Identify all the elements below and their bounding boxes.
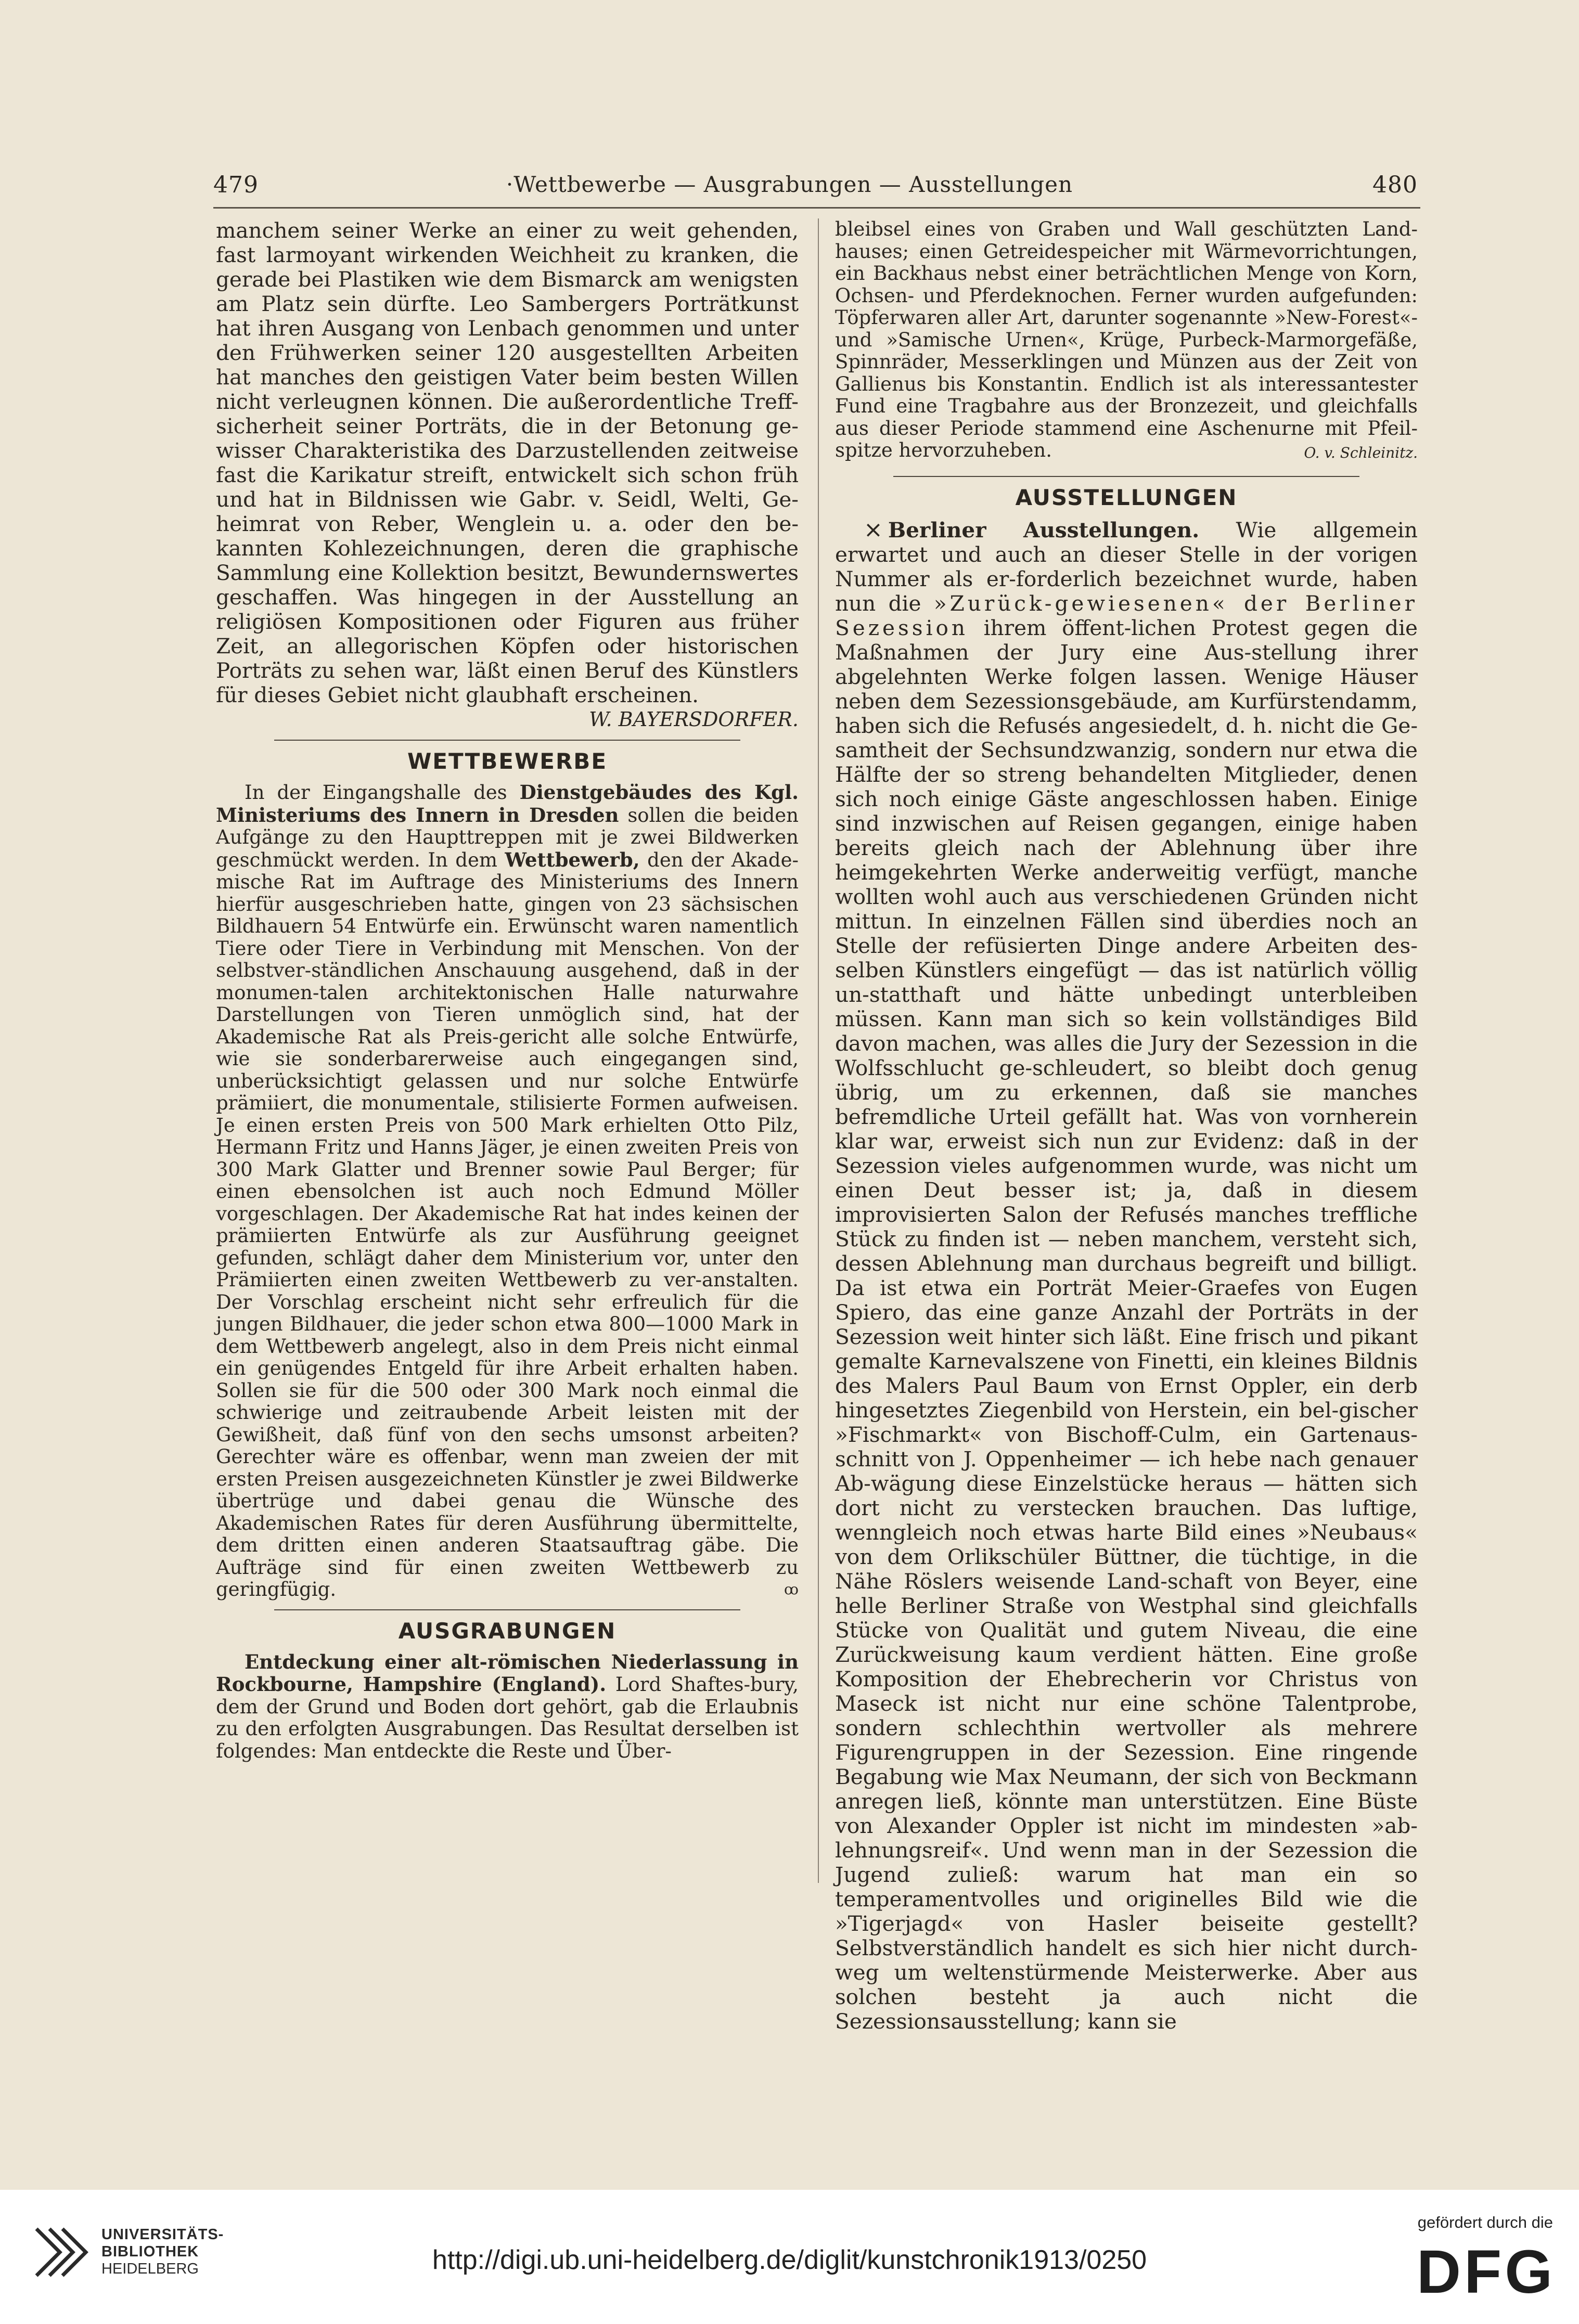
page-number-right: 480: [1372, 172, 1418, 198]
wettbewerbe-paragraph: [216, 781, 799, 1601]
wettbewerbe-bold-ministry: Dienstgebäudes des Kgl. Ministeriums des Innern in Dresden: [216, 781, 799, 827]
intro-paragraph: manchem seiner Werke an einer zu weit gehenden, fast larmoyant wirkenden Weichheit zu kranken, die gerade bei Plastiken wie dem Bismarck am wenigsten am Platz sein dürfte. Leo Sambergers Porträtkunst hat ihren Ausgang von Lenbach genommen und unter den Frühwerken seiner 120 ausgestellten Arbeiten hat manches den geistigen Vater beim besten Willen nicht verleugnen können. Die außerordentliche Treff-sicherheit seiner Porträts, die in der Betonung ge-wisser Charakteristika des Darzustellenden zeitweise fast die Karikatur streift, entwickelt sich schon früh und hat in Bildnissen wie Gabr. v. Seidl, Welti, Ge-heimrat von Reber, Wenglein u. a. oder den be-kannten Kohlezeichnungen, deren die graphische Sammlung eine Kollektion besitzt, Bewundernswertes geschaffen. Was hingegen in der Ausstellung an religiösen Kompositionen oder Figuren aus früher Zeit, an allegorischen Köpfen oder historischen Porträts zu sehen war, läßt einen Beruf des Künstlers für dieses Gebiet nicht glaubhaft erscheinen.: [216, 218, 799, 707]
wettbewerbe-mid: sollen die beiden Aufgänge zu den Haupttreppen mit je zwei Bildwerken geschmückt werden. In dem: [216, 804, 799, 871]
wettbewerbe-bold-competition: Wettbewerb,: [505, 848, 640, 871]
intro-signature: W. BAYERSDORFER.: [589, 708, 799, 731]
ausstellungen-rest: ihrem öffent-lichen Protest gegen die Maßnahmen der Jury eine Aus-stellung ihrer abgelehnten Werke folgen lassen. Wenige Häuser neben dem Sezessionsgebäude, am Kurfürstendamm, haben sich die Refusés angesiedelt, d. h. nicht die Ge-samtheit der Sechsundzwanzig, sondern nur etwa die Hälfte der so streng behandelten Mitglieder, denen sich noch einige Gäste angeschlossen haben. Einige sind inzwischen auf Reisen gegangen, einige haben bereits gleich nach der Ablehnung über ihre heimgekehrten Werke anderweitig verfügt, manche wollten wohl auch aus verschiedenen Gründen nicht mittun. In einzelnen Fällen sind überdies noch an Stelle der refüsierten Dinge andere Arbeiten des-selben Künstlers eingefügt — das ist natürlich völlig un-statthaft und hätte unbedingt unterbleiben müssen. Kann man sich so kein vollständiges Bild davon machen, was alles die Jury der Sezession in die Wolfsschlucht ge-schleudert, so bleibt doch genug übrig, um zu erkennen, daß sie manches befremdliche Urteil gefällt hat. Was von vornherein klar war, erweist sich nun zur Evidenz: daß in der Sezession vieles aufgenommen wurde, was nicht um einen Deut besser ist; ja, daß in diesem improvisierten Salon der Refusés manches treffliche Stück zu finden ist — neben manchem, versteht sich, dessen Ablehnung man durchaus begreift und billigt. Da ist etwa ein Porträt Meier-Graefes von Eugen Spiero, das eine ganze Anzahl der Porträts in der Sezession weit hinter sich läßt. Eine frisch und pikant gemalte Karnevalszene von Finetti, ein kleines Bildnis des Malers Paul Baum von Ernst Oppler, ein derb hingesetztes Ziegenbild von Herstein, ein bel-gischer »Fischmarkt« von Bischoff-Culm, ein Gartenaus-schnitt von J. Oppenheimer — ich hebe nach genauer Ab-wägung diese Einzelstücke heraus — hätten sich dort nicht zu verstecken brauchen. Das luftige, wenngleich noch etwas harte Bild eines »Neubaus« von dem Orlikschüler Büttner, die tüchtige, in die Nähe Röslers weisende Land-schaft von Beyer, eine helle Berliner Straße von Westphal sind gleichfalls Stücke von Qualität und gutem Niveau, die eine Zurückweisung kaum verdient hätten. Eine große Komposition der Ehebrecherin vor Christus von Maseck ist nicht nur eine schöne Talentprobe, sondern schlechthin wertvoller als mehrere Figurengruppen in der Sezession. Eine ringende Begabung wie Max Neumann, der sich von Beckmann anregen ließ, könnte man unterstützen. Eine Büste von Alexander Oppler ist nicht im mindesten »ab-lehnungsreif«. Und wenn man in der Sezession die Jugend zuließ: warum hat man ein so temperamentvolles und originelles Bild wie die »Tigerjagd« von Hasler beiseite gestellt? Selbstverständlich handelt es sich hier nicht durch-weg um weltenstürmende Meisterwerke. Aber aus solchen besteht ja auch nicht die Sezessionsausstellung; kann sie: [835, 615, 1418, 2034]
left-column: [216, 218, 799, 1762]
running-title: ·Wettbewerbe — Ausgrabungen — Ausstellungen: [506, 172, 1073, 197]
ausgrabungen-paragraph: [216, 1651, 799, 1763]
section-rule: [274, 740, 740, 741]
wettbewerbe-heading: WETTBEWERBE: [407, 748, 608, 774]
end-mark: ꝏ: [784, 1581, 799, 1598]
ausstellungen-heading: AUSSTELLUNGEN: [1015, 484, 1238, 510]
ausgrabungen-bold-title: Entdeckung einer alt-römischen Niederlassung in Rockbourne, Hampshire (England).: [216, 1650, 799, 1696]
ausstellungen-paragraph: [835, 518, 1418, 2034]
cross-mark-icon: ×: [864, 516, 883, 543]
ausgrabungen-continued: bleibsel eines von Graben und Wall geschützten Land-hauses; einen Getreidespeicher mit Wärmevorrichtungen, ein Backhaus nebst einer beträchtlichen Menge von Korn, Ochsen- und Pferdeknochen. Ferner wurden aufgefunden: Töpferwaren aller Art, darunter sogenannte »New-Forest«- und »Samische Urnen«, Krüge, Purbeck-Marmorgefäße, Spinnräder, Messerklingen und Münzen aus der Zeit von Gallienus bis Konstantin. Endlich ist als interessantester Fund eine Tragbahre aus der Bronzezeit, und gleichfalls aus dieser Periode stammend eine Aschenurne mit Pfeil-spitze hervorzuheben.: [835, 218, 1418, 461]
library-line-2: BIBLIOTHEK: [101, 2243, 199, 2260]
section-rule: [274, 1609, 740, 1610]
section-rule: [893, 476, 1359, 477]
ausstellungen-bold-title: Berliner Ausstellungen.: [888, 517, 1200, 543]
ausgrabungen-heading: AUSGRABUNGEN: [398, 1618, 617, 1644]
header-rule: [213, 207, 1420, 209]
source-url-link[interactable]: http://digi.ub.uni-heidelberg.de/diglit/kunstchronik1913/0250: [432, 2245, 1147, 2275]
page-number-left: 479: [213, 172, 259, 198]
funded-by-label: gefördert durch die: [1417, 2213, 1553, 2231]
library-line-3: HEIDELBERG: [101, 2261, 199, 2277]
right-column: [835, 218, 1418, 2034]
column-divider: [818, 218, 819, 1883]
ausgrabungen-signature: O. v. Schleinitz.: [1304, 444, 1418, 461]
footer-bar: [0, 2190, 1579, 2324]
ausgrabungen-rest: Lord Shaftes-bury, dem der Grund und Boden dort gehört, gab die Erlaubnis zu den erfolgten Ausgrabungen. Das Resultat derselben ist folgendes: Man entdeckte die Reste und Über-: [216, 1673, 799, 1762]
dfg-logo: DFG: [1416, 2238, 1556, 2306]
wettbewerbe-lead: In der Eingangshalle des: [245, 781, 520, 804]
wettbewerbe-rest: den der Akade-mische Rat im Auftrage des Ministeriums des Innern hierfür ausgeschrieben hatte, gingen von 23 sächsischen Bildhauern 54 Entwürfe ein. Erwünscht waren namentlich Tiere oder Tiere in Verbindung mit Menschen. Von der selbstver-ständlichen Anschauung ausgehend, daß in der monumen-talen architektonischen Halle naturwahre Darstellungen von Tieren unmöglich sind, hat der Akademische Rat als Preis-gericht alle solche Entwürfe, wie sie sonderbarerweise auch eingegangen sind, unberücksichtigt gelassen und nur solche Entwürfe prämiiert, die monumentale, stilisierte Formen aufweisen. Je einen ersten Preis von 500 Mark erhielten Otto Pilz, Hermann Fritz und Hanns Jäger, je einen zweiten Preis von 300 Mark Glatter und Brenner sowie Paul Berger; für einen ebensolchen ist auch noch Edmund Möller vorgeschlagen. Der Akademische Rat hat indes keinen der prämiierten Entwürfe als zur Ausführung geeignet gefunden, schlägt daher dem Ministerium vor, unter den Prämiierten einen zweiten Wettbewerb zu ver-anstalten. Der Vorschlag erscheint nicht sehr erfreulich für die jungen Bildhauer, die jeder schon etwa 800—1000 Mark in dem Wettbewerb angelegt, also in dem Preis nicht einmal ein genügendes Entgeld für ihre Arbeit erhalten haben. Sollen sie für die 500 oder 300 Mark noch einmal die schwierige und zeitraubende Arbeit leisten mit der Gewißheit, daß fünf von den sechs umsonst arbeiten? Gerechter wäre es offenbar, wenn man zweien der mit ersten Preisen ausgezeichneten Künstler je zwei Bildwerke übertrüge und dabei genau die Wünsche des Akademischen Rates für deren Ausführung übermittelte, dem dritten einen anderen Staatsauftrag gäbe. Die Aufträge sind für einen zweiten Wettbewerb zu geringfügig.: [216, 848, 799, 1600]
ausstellungen-lead: Wie allgemein erwartet und auch an dieser Stelle in der vorigen Nummer als er-forderlich bezeichnet wurde, haben nun die: [835, 517, 1418, 616]
ausstellungen-spaced-text: »Zurück-gewiesenen« der Berliner Sezession: [835, 590, 1418, 640]
library-line-1: UNIVERSITÄTS-: [101, 2226, 224, 2243]
